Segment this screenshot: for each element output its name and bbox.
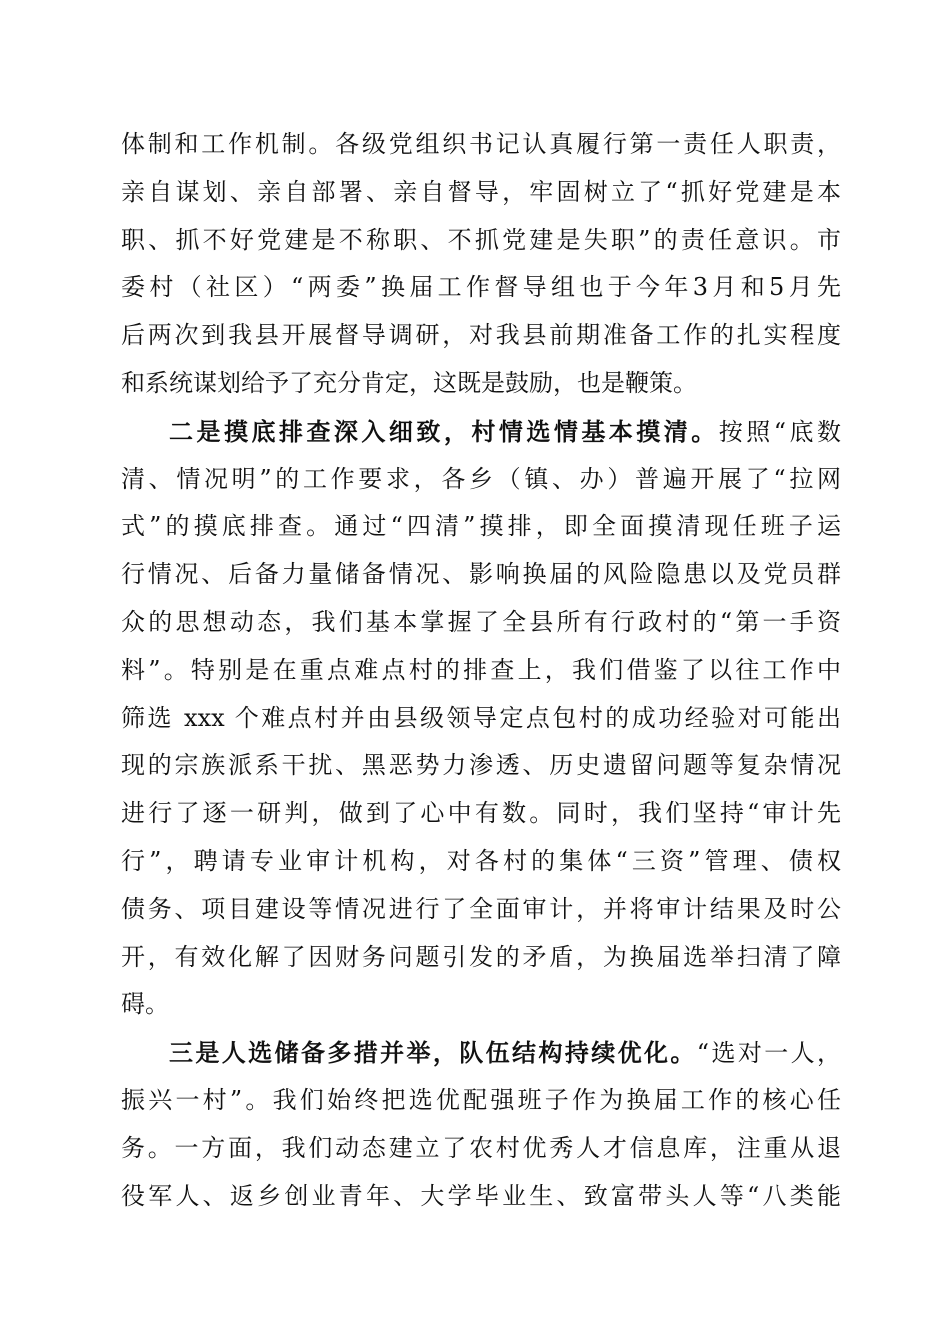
paragraph-1-line-2: 亲自谋划、亲自部署、亲自督导，牢固树立了“抓好党建是本 bbox=[121, 177, 841, 206]
paragraph-2-line-11: 债务、项目建设等情况进行了全面审计，并将审计结果及时公 bbox=[121, 894, 841, 923]
paragraph-2-line-8: 现的宗族派系干扰、黑恶势力渗透、历史遗留问题等复杂情况 bbox=[121, 751, 841, 780]
paragraph-2-first-line bbox=[121, 408, 841, 456]
document-body bbox=[121, 121, 841, 1220]
paragraph-2-line-2: 清、情况明”的工作要求，各乡（镇、办）普遍开展了“拉网 bbox=[121, 464, 841, 493]
paragraph-3-first-line-rest: “选对一人， bbox=[696, 1039, 841, 1068]
paragraph-2-line-13: 碍。 bbox=[121, 990, 169, 1019]
paragraph-3-heading: 三是人选储备多措并举，队伍结构持续优化。 bbox=[169, 1038, 697, 1068]
paragraph-2-line-3: 式”的摸底排查。通过“四清”摸排，即全面摸清现任班子运 bbox=[121, 512, 841, 541]
paragraph-2-line-10: 行”，聘请专业审计机构，对各村的集体“三资”管理、债权 bbox=[121, 846, 841, 875]
paragraph-2-line-9: 进行了逐一研判，做到了心中有数。同时，我们坚持“审计先 bbox=[121, 799, 841, 828]
paragraph-2-line-12: 开，有效化解了因财务问题引发的矛盾，为换届选举扫清了障 bbox=[121, 942, 841, 971]
paragraph-3-line-3: 务。一方面，我们动态建立了农村优秀人才信息库，注重从退 bbox=[121, 1133, 841, 1162]
paragraph-2-line-7: 筛选 xxx 个难点村并由县级领导定点包村的成功经验对可能出 bbox=[121, 703, 841, 732]
paragraph-2-line-6: 料”。特别是在重点难点村的排查上，我们借鉴了以往工作中 bbox=[121, 655, 841, 684]
paragraph-1-line-4: 委村（社区）“两委”换届工作督导组也于今年3月和5月先 bbox=[121, 273, 841, 302]
paragraph-1-line-6: 和系统谋划给予了充分肯定，这既是鼓励，也是鞭策。 bbox=[121, 368, 697, 397]
paragraph-3-first-line bbox=[121, 1029, 841, 1077]
paragraph-1-line-1: 体制和工作机制。各级党组织书记认真履行第一责任人职责， bbox=[121, 130, 841, 158]
paragraph-3-line-4: 役军人、返乡创业青年、大学毕业生、致富带头人等“八类能 bbox=[121, 1181, 841, 1210]
paragraph-2-line-5: 众的思想动态，我们基本掌握了全县所有行政村的“第一手资 bbox=[121, 607, 841, 636]
paragraph-3-line-2: 振兴一村”。我们始终把选优配强班子作为换届工作的核心任 bbox=[121, 1085, 841, 1114]
paragraph-1-line-5: 后两次到我县开展督导调研，对我县前期准备工作的扎实程度 bbox=[121, 321, 841, 350]
paragraph-2-line-4: 行情况、后备力量储备情况、影响换届的风险隐患以及党员群 bbox=[121, 560, 841, 589]
paragraph-2-heading: 二是摸底排查深入细致，村情选情基本摸清。 bbox=[169, 416, 719, 446]
paragraph-1-line-3: 职、抓不好党建是不称职、不抓党建是失职”的责任意识。市 bbox=[121, 225, 841, 254]
paragraph-2-first-line-rest: 按照“底数 bbox=[718, 417, 841, 446]
